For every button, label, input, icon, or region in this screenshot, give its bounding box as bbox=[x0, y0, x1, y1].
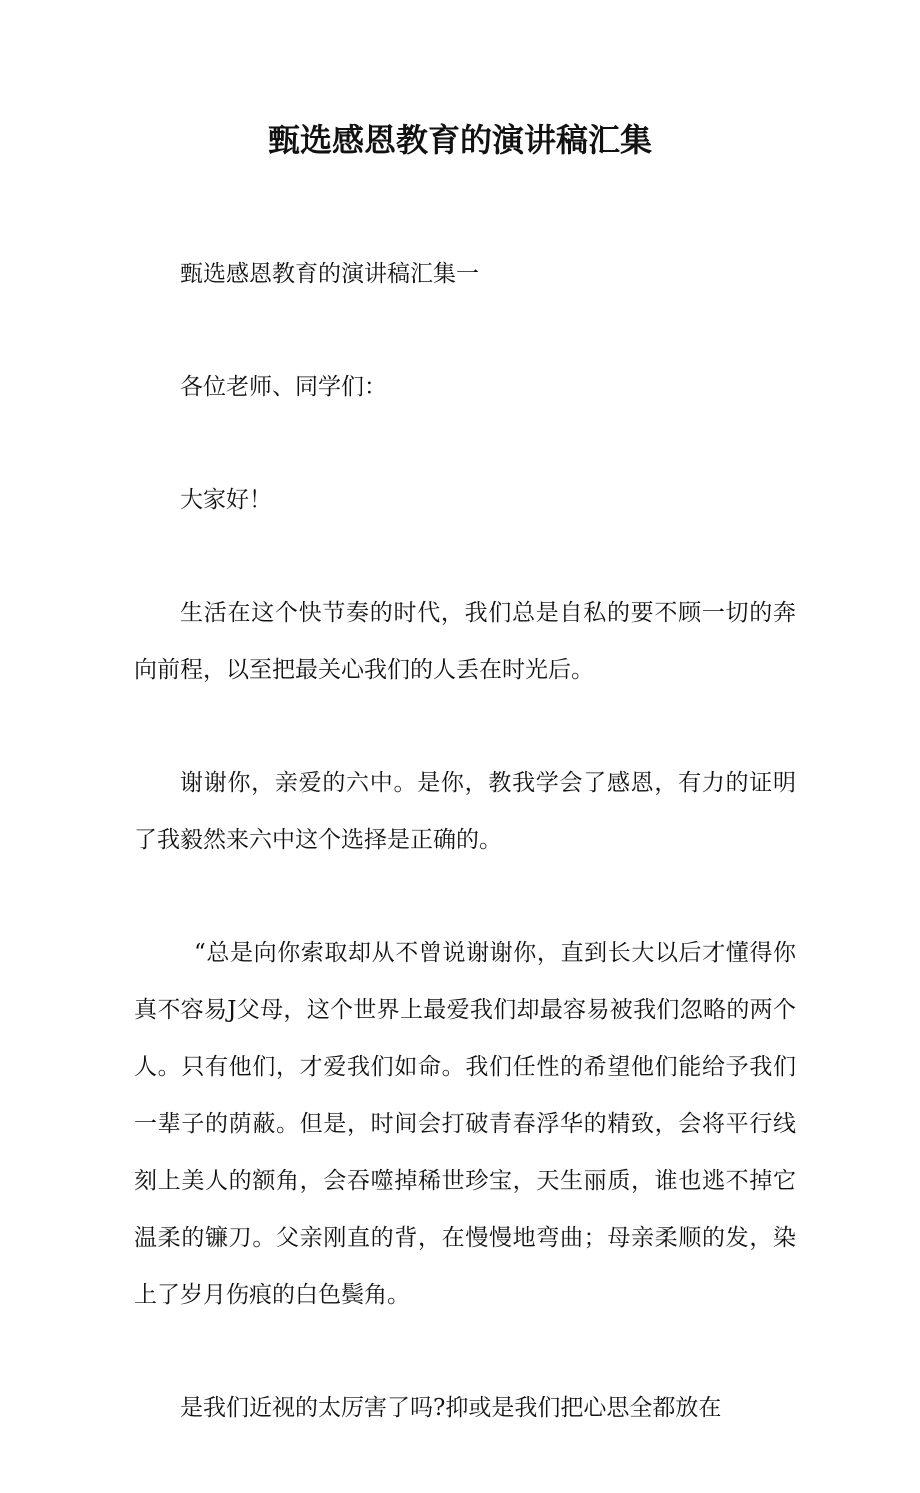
document-body bbox=[134, 246, 796, 1493]
body-paragraph: 生活在这个快节奏的时代，我们总是自私的要不顾一切的奔向前程，以至把最关心我们的人丢在时光后。 bbox=[134, 600, 796, 683]
greeting: 大家好！ bbox=[180, 487, 272, 513]
document-title: 甄选感恩教育的演讲稿汇集 bbox=[267, 121, 652, 159]
body-paragraph: 是我们近视的太厉害了吗?抑或是我们把心思全都放在 bbox=[180, 1395, 722, 1421]
salutation: 各位老师、同学们： bbox=[180, 374, 387, 400]
body-paragraph: “总是向你索取却从不曾说谢谢你，直到长大以后才懂得你真不容易J父母，这个世界上最爱我们却最容易被我们忽略的两个人。只有他们，才爱我们如命。我们任性的希望他们能给予我们一辈子的荫蔽。但是，时间会打破青春浮华的精致，会将平行线刻上美人的额角，会吞噬掉稀世珍宝，天生丽质，谁也逃不掉它温柔的镰刀。父亲刚直的背，在慢慢地弯曲；母亲柔顺的发，染上了岁月伤痕的白色鬓角。 bbox=[134, 940, 796, 1308]
body-paragraph: 谢谢你，亲爱的六中。是你，教我学会了感恩，有力的证明了我毅然来六中这个选择是正确的。 bbox=[134, 770, 796, 853]
section-heading: 甄选感恩教育的演讲稿汇集一 bbox=[180, 261, 479, 287]
